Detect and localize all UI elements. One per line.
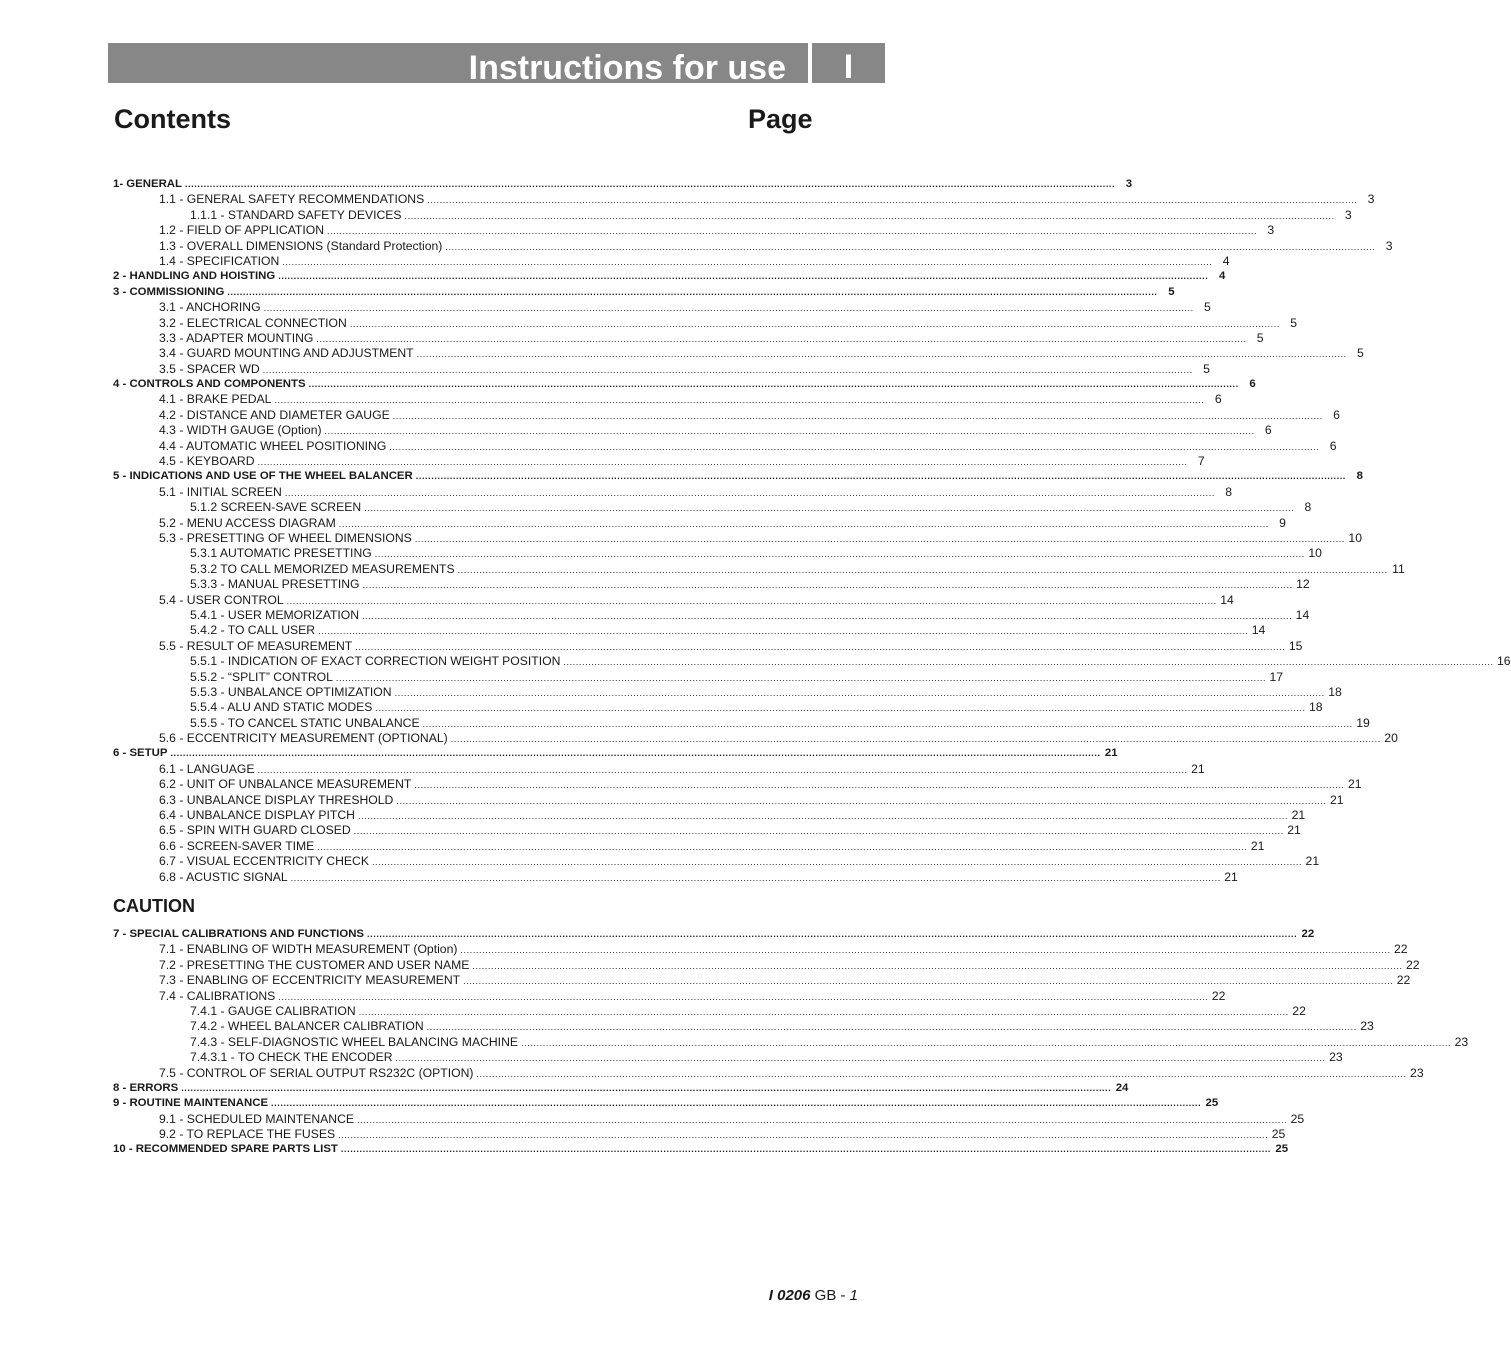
toc-entry-page: 4 [1219, 270, 1226, 283]
toc-entry [113, 746, 1118, 761]
toc-entry-page: 16 [1497, 654, 1511, 669]
toc-entry-title: 4.3 - WIDTH GAUGE (Option) [159, 423, 322, 438]
toc-entry-page: 6 [1249, 378, 1256, 391]
toc-entry-page: 11 [1392, 561, 1405, 576]
toc-entry-page: 22 [1301, 928, 1315, 940]
toc-entry-title: 6.5 - SPIN WITH GUARD CLOSED [159, 823, 351, 838]
toc-entry-title: 3.3 - ADAPTER MOUNTING [159, 330, 314, 345]
toc-entry [113, 1065, 1424, 1081]
toc-entry-page: 7 [1197, 454, 1205, 469]
dot-leader: ............................................................................................................................................................................................................................................................................................................ [227, 286, 1158, 297]
toc-entry [113, 777, 1362, 792]
toc-entry [113, 1050, 1343, 1065]
toc-entry [113, 1096, 1219, 1111]
toc-entry-title: 5.5.4 - ALU AND STATIC MODES [190, 700, 373, 715]
toc-entry-page: 8 [1356, 470, 1363, 483]
dot-leader: ............................................................................................................................................................................................................................................................................................................ [445, 241, 1376, 252]
toc-entry-page: 21 [1191, 761, 1205, 776]
toc-entry-title: 1.1 - GENERAL SAFETY RECOMMENDATIONS [159, 192, 425, 207]
page-footer [769, 1287, 858, 1304]
toc-entry-title: 5.1.2 SCREEN-SAVE SCREEN [190, 500, 362, 515]
toc-entry-title: 7.4.1 - GAUGE CALIBRATION [190, 1003, 356, 1018]
dot-leader: ............................................................................................................................................................................................................................................................................................................ [282, 256, 1213, 267]
dot-leader: ............................................................................................................................................................................................................................................................................................................ [181, 1082, 1112, 1093]
dot-leader: ............................................................................................................................................................................................................................................................................................................ [476, 1068, 1407, 1079]
dot-leader: ............................................................................................................................................................................................................................................................................................................ [563, 657, 1494, 668]
toc-entry-title: 1.4 - SPECIFICATION [159, 253, 280, 268]
toc-entry [113, 1003, 1306, 1019]
toc-entry [113, 1034, 1469, 1050]
dot-leader: ............................................................................................................................................................................................................................................................................................................ [396, 795, 1327, 806]
toc-entry-title: 5.1 - INITIAL SCREEN [159, 484, 282, 499]
toc-entry-title: 5.3 - PRESETTING OF WHEEL DIMENSIONS [159, 530, 412, 545]
toc-entry-title: 9 - ROUTINE MAINTENANCE [113, 1097, 269, 1110]
dot-leader: ............................................................................................................................................................................................................................................................................................................ [263, 303, 1194, 314]
toc-entry-page: 6 [1329, 438, 1337, 453]
toc-entry-page: 25 [1290, 1111, 1305, 1126]
toc-entry [113, 592, 1234, 608]
toc-entry [113, 285, 1175, 300]
dot-leader: ............................................................................................................................................................................................................................................................................................................ [357, 1114, 1288, 1125]
dot-leader: ............................................................................................................................................................................................................................................................................................................ [389, 441, 1320, 452]
caution-heading: CAUTION [113, 896, 195, 916]
toc-entry [113, 1081, 1129, 1096]
toc-entry-page: 21 [1347, 777, 1362, 792]
toc-entry [113, 654, 1511, 669]
toc-entry-title: 1.2 - FIELD OF APPLICATION [159, 223, 325, 238]
dot-leader: ............................................................................................................................................................................................................................................................................................................ [472, 960, 1403, 971]
toc-entry-page: 20 [1384, 731, 1398, 746]
toc-entry [113, 973, 1411, 988]
toc-entry-title: 5.4.1 - USER MEMORIZATION [190, 607, 360, 622]
toc-entry-title: 5.5.3 - UNBALANCE OPTIMIZATION [190, 684, 392, 699]
toc-entry-title: 6.6 - SCREEN-SAVER TIME [159, 838, 315, 853]
toc-entry-page: 21 [1305, 854, 1320, 869]
toc-entry [113, 515, 1286, 531]
toc-entry-title: 5.3.1 AUTOMATIC PRESETTING [190, 546, 372, 561]
dot-leader: ............................................................................................................................................................................................................................................................................................................ [338, 518, 1269, 529]
toc-entry-page: 5 [1356, 346, 1364, 361]
toc-entry-title: 3.1 - ANCHORING [159, 300, 261, 315]
toc-entry [113, 761, 1205, 777]
toc-entry-page: 3 [1385, 238, 1393, 253]
toc-entry-title: 7.4 - CALIBRATIONS [159, 988, 276, 1003]
toc-entry-title: 5.5.5 - TO CANCEL STATIC UNBALANCE [190, 715, 420, 730]
toc-entry-title: 5.3.3 - MANUAL PRESETTING [190, 577, 360, 592]
dot-leader: ............................................................................................................................................................................................................................................................................................................ [324, 426, 1255, 437]
toc-entry [113, 530, 1362, 546]
toc-entry-title: 6.7 - VISUAL ECCENTRICITY CHECK [159, 854, 369, 869]
toc-entry-page: 15 [1288, 638, 1303, 653]
toc-entry-page: 25 [1275, 1143, 1289, 1156]
dot-leader: ............................................................................................................................................................................................................................................................................................................ [374, 549, 1305, 560]
toc-entry-page: 21 [1224, 869, 1238, 884]
toc-entry [113, 731, 1398, 746]
toc-entry [113, 500, 1312, 515]
dot-leader: ............................................................................................................................................................................................................................................................................................................ [327, 226, 1258, 237]
language-code: GB - [810, 1287, 850, 1304]
toc-entry-page: 22 [1394, 942, 1408, 957]
toc-entry [113, 192, 1375, 207]
toc-entry-title: 6.8 - ACUSTIC SIGNAL [159, 869, 288, 884]
dot-leader: ............................................................................................................................................................................................................................................................................................................ [422, 718, 1353, 729]
toc-entry-page: 21 [1287, 823, 1301, 838]
toc-entry-title: 3 - COMMISSIONING [113, 285, 225, 298]
toc-entry-page: 6 [1333, 407, 1340, 422]
dot-leader: ............................................................................................................................................................................................................................................................................................................ [308, 379, 1239, 390]
toc-entry-page: 22 [1211, 988, 1226, 1003]
toc-entry-page: 6 [1214, 392, 1222, 407]
toc-entry-page: 23 [1360, 1019, 1374, 1034]
toc-entry-page: 3 [1367, 192, 1375, 207]
toc-entry-title: 9.1 - SCHEDULED MAINTENANCE [159, 1111, 355, 1126]
toc-entry-title: 7.4.3 - SELF-DIAGNOSTIC WHEEL BALANCING MACHINE [190, 1034, 518, 1049]
dot-leader: ............................................................................................................................................................................................................................................................................................................ [170, 748, 1101, 759]
dot-leader: ............................................................................................................................................................................................................................................................................................................ [317, 841, 1248, 852]
toc-entry-title: 8 - ERRORS [113, 1081, 179, 1094]
dot-leader: ............................................................................................................................................................................................................................................................................................................ [278, 991, 1209, 1002]
dot-leader: ............................................................................................................................................................................................................................................................................................................ [338, 1130, 1269, 1141]
dot-leader: ............................................................................................................................................................................................................................................................................................................ [353, 826, 1284, 837]
toc-entry [113, 1111, 1305, 1127]
section-tab [812, 43, 885, 86]
toc-entry [113, 546, 1322, 561]
toc-entry-page: 3 [1344, 207, 1352, 222]
document-code: I 0206 [768, 1287, 811, 1304]
toc-entry-page: 23 [1410, 1065, 1424, 1080]
dot-leader: ............................................................................................................................................................................................................................................................................................................ [362, 610, 1293, 621]
toc-entry-page: 19 [1356, 715, 1370, 730]
toc-entry-title: 7.4.2 - WHEEL BALANCER CALIBRATION [190, 1019, 424, 1034]
toc-entry-page: 25 [1205, 1097, 1219, 1110]
toc-entry-title: 5.5.1 - INDICATION OF EXACT CORRECTION WEIGHT POSITION [190, 654, 561, 669]
toc-entry-title: 5.4.2 - TO CALL USER [190, 623, 316, 638]
toc-entry [113, 269, 1226, 284]
dot-leader: ............................................................................................................................................................................................................................................................................................................ [427, 195, 1358, 206]
toc-entry [113, 469, 1363, 484]
toc-entry-page: 8 [1225, 484, 1232, 499]
toc-entry [113, 454, 1205, 469]
toc-entry-title: 1.1.1 - STANDARD SAFETY DEVICES [190, 207, 402, 222]
toc-entry-title: 7.1 - ENABLING OF WIDTH MEASUREMENT (Option) [159, 942, 458, 957]
dot-leader: ............................................................................................................................................................................................................................................................................................................ [184, 179, 1116, 189]
dot-leader: ............................................................................................................................................................................................................................................................................................................ [318, 626, 1249, 637]
table-of-contents-caution [113, 927, 1469, 1158]
toc-entry-page: 24 [1115, 1081, 1129, 1094]
toc-entry [113, 207, 1352, 223]
dot-leader: ............................................................................................................................................................................................................................................................................................................ [460, 945, 1391, 956]
toc-entry [113, 300, 1211, 315]
toc-entry [113, 1142, 1289, 1157]
toc-entry-page: 18 [1328, 684, 1342, 699]
toc-entry-title: 7.2 - PRESETTING THE CUSTOMER AND USER NAME [159, 957, 470, 972]
dot-leader: ............................................................................................................................................................................................................................................................................................................ [257, 764, 1188, 775]
toc-entry [113, 315, 1297, 331]
dot-leader: ............................................................................................................................................................................................................................................................................................................ [367, 929, 1298, 939]
toc-entry [113, 957, 1420, 973]
toc-entry-title: 6.4 - UNBALANCE DISPLAY PITCH [159, 808, 355, 823]
dot-leader: ............................................................................................................................................................................................................................................................................................................ [286, 595, 1217, 606]
dot-leader: ............................................................................................................................................................................................................................................................................................................ [450, 734, 1381, 745]
dot-leader: ............................................................................................................................................................................................................................................................................................................ [257, 457, 1188, 468]
toc-entry-page: 18 [1309, 700, 1323, 715]
dot-leader: ............................................................................................................................................................................................................................................................................................................ [416, 349, 1347, 360]
toc-entry-page: 21 [1329, 792, 1344, 807]
toc-entry-page: 6 [1264, 423, 1272, 438]
toc-entry-page: 14 [1295, 607, 1310, 622]
toc-entry [113, 407, 1340, 423]
toc-entry [113, 438, 1337, 454]
page-column-heading: Page [748, 104, 813, 134]
toc-entry [113, 330, 1264, 346]
toc-entry-page: 22 [1396, 973, 1411, 988]
dot-leader: ............................................................................................................................................................................................................................................................................................................ [358, 1006, 1289, 1017]
toc-entry [113, 823, 1301, 838]
toc-entry-title: 5.4 - USER CONTROL [159, 592, 284, 607]
dot-leader: ............................................................................................................................................................................................................................................................................................................ [521, 1037, 1452, 1048]
dot-leader: ............................................................................................................................................................................................................................................................................................................ [335, 672, 1267, 683]
toc-entry-page: 21 [1104, 747, 1118, 760]
toc-entry-title: 7.4.3.1 - TO CHECK THE ENCODER [190, 1050, 393, 1065]
toc-entry-page: 23 [1454, 1034, 1469, 1049]
toc-entry [113, 1127, 1286, 1142]
toc-entry-title: 5 - INDICATIONS AND USE OF THE WHEEL BALANCER [113, 470, 413, 483]
dot-leader: ............................................................................................................................................................................................................................................................................................................ [262, 364, 1193, 375]
dot-leader: ............................................................................................................................................................................................................................................................................................................ [340, 1144, 1272, 1155]
toc-entry-title: 1.3 - OVERALL DIMENSIONS (Standard Protection) [159, 238, 443, 253]
toc-entry-title: 6.2 - UNIT OF UNBALANCE MEASUREMENT [159, 777, 412, 792]
contents-heading: Contents [114, 104, 231, 134]
dot-leader: ............................................................................................................................................................................................................................................................................................................ [364, 503, 1295, 514]
header-bar [108, 43, 808, 87]
dot-leader: ............................................................................................................................................................................................................................................................................................................ [371, 857, 1303, 868]
dot-leader: ............................................................................................................................................................................................................................................................................................................ [463, 976, 1394, 987]
toc-entry-title: 4 - CONTROLS AND COMPONENTS [113, 378, 306, 391]
toc-entry-title: 5.2 - MENU ACCESS DIAGRAM [159, 515, 336, 530]
toc-entry-title: 5.5 - RESULT OF MEASUREMENT [159, 638, 353, 653]
dot-leader: ............................................................................................................................................................................................................................................................................................................ [426, 1022, 1357, 1033]
toc-entry [113, 223, 1275, 238]
toc-entry-page: 14 [1220, 592, 1234, 607]
dot-leader: ............................................................................................................................................................................................................................................................................................................ [457, 564, 1388, 575]
toc-entry-title: 4.2 - DISTANCE AND DIAMETER GAUGE [159, 407, 390, 422]
dot-leader: ............................................................................................................................................................................................................................................................................................................ [392, 410, 1323, 421]
toc-entry [113, 238, 1393, 254]
dot-leader: ............................................................................................................................................................................................................................................................................................................ [394, 687, 1325, 698]
dot-leader: ............................................................................................................................................................................................................................................................................................................ [278, 271, 1209, 282]
toc-entry-page: 3 [1267, 223, 1275, 238]
toc-entry-title: 4.4 - AUTOMATIC WHEEL POSITIONING [159, 438, 387, 453]
toc-entry [113, 377, 1256, 392]
dot-leader: ............................................................................................................................................................................................................................................................................................................ [414, 533, 1345, 544]
toc-entry-page: 5 [1168, 285, 1175, 298]
toc-entry-page: 10 [1348, 530, 1362, 545]
toc-entry [113, 177, 1133, 192]
toc-entry-page: 9 [1279, 515, 1286, 530]
toc-entry-title: 6.1 - LANGUAGE [159, 761, 255, 776]
toc-entry [113, 361, 1210, 377]
toc-entry-page: 3 [1125, 178, 1133, 190]
dot-leader: ............................................................................................................................................................................................................................................................................................................ [316, 333, 1247, 344]
dot-leader: ............................................................................................................................................................................................................................................................................................................ [355, 641, 1286, 652]
dot-leader: ............................................................................................................................................................................................................................................................................................................ [375, 703, 1306, 714]
toc-entry [113, 561, 1405, 577]
toc-entry [113, 607, 1310, 623]
toc-entry [113, 346, 1364, 361]
toc-entry [113, 669, 1284, 685]
toc-entry [113, 988, 1226, 1004]
toc-entry [113, 253, 1230, 269]
toc-entry-page: 23 [1329, 1050, 1343, 1065]
dot-leader: ............................................................................................................................................................................................................................................................................................................ [284, 487, 1215, 498]
toc-entry-title: 3.5 - SPACER WD [159, 361, 260, 376]
toc-entry [113, 638, 1303, 654]
toc-entry-page: 21 [1250, 838, 1265, 853]
table-of-contents [113, 177, 1511, 885]
toc-entry-title: 4.1 - BRAKE PEDAL [159, 392, 272, 407]
toc-entry-page: 22 [1292, 1003, 1306, 1018]
toc-entry-title: 1- GENERAL [113, 178, 182, 190]
toc-entry-page: 14 [1251, 623, 1266, 638]
toc-entry-title: 7.3 - ENABLING OF ECCENTRICITY MEASUREMENT [159, 973, 461, 988]
toc-entry [113, 700, 1323, 715]
section-tab-label: I [843, 48, 854, 86]
dot-leader: ............................................................................................................................................................................................................................................................................................................ [274, 395, 1205, 406]
dot-leader: ............................................................................................................................................................................................................................................................................................................ [362, 580, 1293, 591]
toc-entry [113, 808, 1306, 823]
toc-entry-page: 21 [1291, 808, 1306, 823]
toc-entry-title: 6 - SETUP [113, 747, 168, 760]
toc-entry-title: 5.6 - ECCENTRICITY MEASUREMENT (OPTIONAL) [159, 731, 448, 746]
dot-leader: ............................................................................................................................................................................................................................................................................................................ [415, 471, 1346, 482]
toc-entry-title: 9.2 - TO REPLACE THE FUSES [159, 1127, 336, 1142]
toc-entry-title: 7 - SPECIAL CALIBRATIONS AND FUNCTIONS [113, 928, 365, 940]
toc-entry [113, 715, 1370, 731]
toc-entry [113, 927, 1315, 942]
toc-entry-title: 3.2 - ELECTRICAL CONNECTION [159, 315, 347, 330]
toc-entry [113, 423, 1272, 438]
toc-entry-page: 5 [1203, 361, 1210, 376]
dot-leader: ............................................................................................................................................................................................................................................................................................................ [357, 811, 1289, 822]
dot-leader: ............................................................................................................................................................................................................................................................................................................ [414, 780, 1345, 791]
dot-leader: ............................................................................................................................................................................................................................................................................................................ [395, 1053, 1326, 1064]
toc-entry-page: 4 [1222, 253, 1230, 268]
toc-entry-title: 4.5 - KEYBOARD [159, 454, 255, 469]
toc-entry [113, 623, 1266, 638]
dot-leader: ............................................................................................................................................................................................................................................................................................................ [349, 318, 1280, 329]
toc-entry [113, 484, 1232, 500]
toc-entry-page: 5 [1256, 330, 1264, 345]
toc-entry-title: 6.3 - UNBALANCE DISPLAY THRESHOLD [159, 792, 394, 807]
toc-entry [113, 392, 1222, 407]
toc-entry [113, 792, 1344, 808]
toc-entry [113, 577, 1310, 592]
toc-entry [113, 869, 1238, 885]
toc-entry-title: 5.3.2 TO CALL MEMORIZED MEASUREMENTS [190, 561, 455, 576]
toc-entry-page: 22 [1405, 957, 1420, 972]
toc-entry-page: 25 [1271, 1127, 1286, 1142]
toc-entry-title: 2 - HANDLING AND HOISTING [113, 270, 276, 283]
toc-entry [113, 1019, 1374, 1034]
toc-entry [113, 684, 1342, 700]
dot-leader: ............................................................................................................................................................................................................................................................................................................ [290, 872, 1221, 883]
document-title: Instructions for use [468, 49, 786, 87]
toc-entry [113, 838, 1265, 854]
toc-entry-title: 3.4 - GUARD MOUNTING AND ADJUSTMENT [159, 346, 414, 361]
toc-entry-page: 5 [1290, 315, 1297, 330]
page-number: 1 [849, 1287, 858, 1304]
toc-entry-page: 10 [1308, 546, 1322, 561]
toc-entry [113, 942, 1408, 957]
toc-entry-title: 5.5.2 - “SPLIT” CONTROL [190, 669, 333, 684]
dot-leader: ............................................................................................................................................................................................................................................................................................................ [271, 1098, 1202, 1109]
toc-entry-page: 5 [1203, 300, 1211, 315]
toc-entry-title: 7.5 - CONTROL OF SERIAL OUTPUT RS232C (OPTION) [159, 1065, 474, 1080]
toc-entry-page: 12 [1296, 577, 1310, 592]
dot-leader: ............................................................................................................................................................................................................................................................................................................ [404, 210, 1335, 221]
toc-entry-page: 17 [1269, 669, 1284, 684]
toc-entry-page: 8 [1304, 500, 1312, 515]
toc-entry-title: 10 - RECOMMENDED SPARE PARTS LIST [113, 1143, 338, 1156]
toc-entry [113, 854, 1320, 869]
